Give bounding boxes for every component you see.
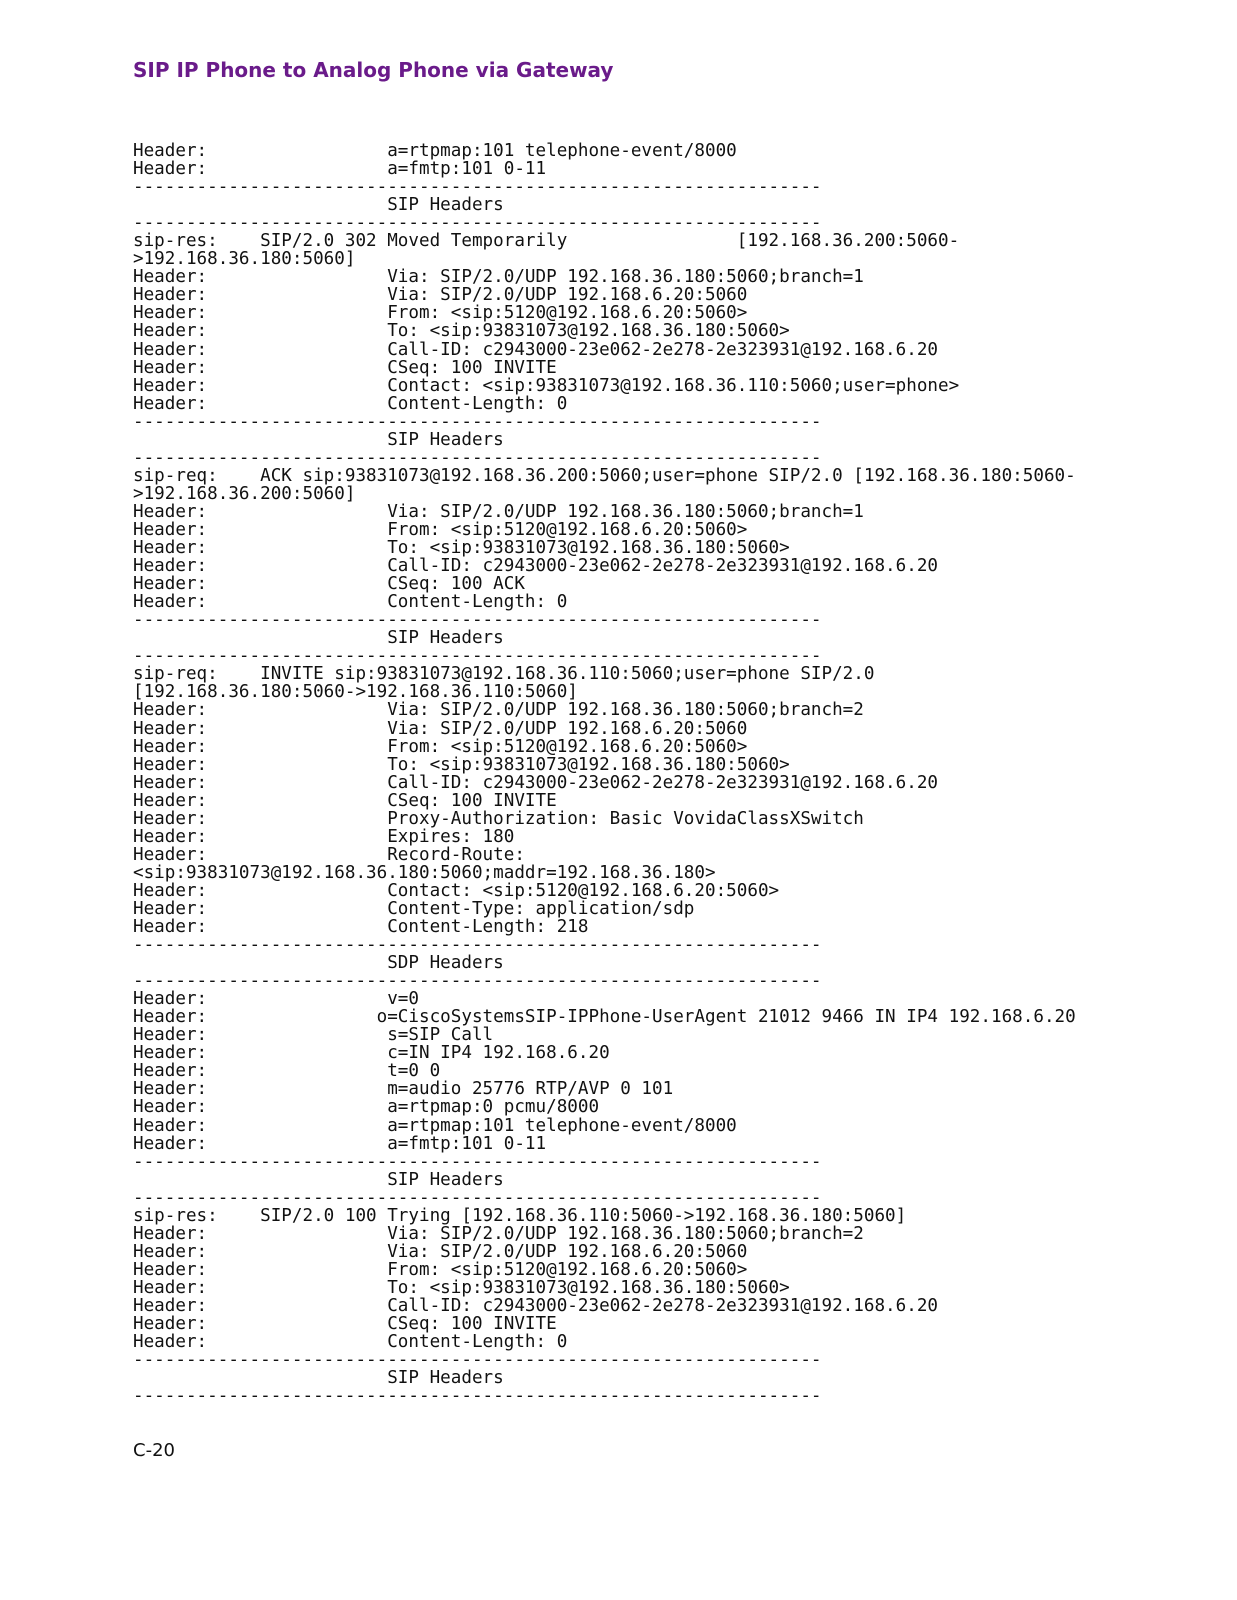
header-line: Header: Content-Length: 0 [133, 592, 568, 613]
header-line: Header: To: <sip:93831073@192.168.36.180:5060> [133, 1277, 790, 1298]
header-line: Header: From: <sip:5120@192.168.6.20:5060> [133, 519, 748, 540]
header-line: Header: From: <sip:5120@192.168.6.20:5060> [133, 303, 748, 324]
separator-line: ----------------------------------------------------------------- [133, 646, 822, 667]
header-line: Header: CSeq: 100 INVITE [133, 357, 557, 378]
header-line: Header: CSeq: 100 INVITE [133, 1314, 557, 1335]
separator-line: ----------------------------------------------------------------- [133, 213, 822, 234]
header-line: Header: Call-ID: c2943000-23e062-2e278-2e323931@192.168.6.20 [133, 556, 939, 577]
header-line: Header: Call-ID: c2943000-23e062-2e278-2e323931@192.168.6.20 [133, 772, 939, 793]
separator-line: ----------------------------------------------------------------- [133, 177, 822, 198]
header-line: Header: Contact: <sip:5120@192.168.6.20:5060> [133, 880, 780, 901]
sip-response-line: sip-res: SIP/2.0 100 Trying [192.168.36.110:5060->192.168.36.180:5060] [133, 1205, 907, 1226]
header-line: Header: To: <sip:93831073@192.168.36.180:5060> [133, 321, 790, 342]
header-line: Header: CSeq: 100 ACK [133, 574, 525, 595]
header-line: Header: Content-Length: 0 [133, 1332, 568, 1353]
trace-line: >192.168.36.180:5060] [133, 249, 356, 270]
header-line: Header: To: <sip:93831073@192.168.36.180:5060> [133, 754, 790, 775]
separator-line: ----------------------------------------------------------------- [133, 1350, 822, 1371]
header-line: Header: Contact: <sip:93831073@192.168.36.110:5060;user=phone> [133, 375, 960, 396]
header-line: Header: a=rtpmap:101 telephone-event/8000 [133, 141, 737, 161]
header-line: Header: Via: SIP/2.0/UDP 192.168.36.180:5060;branch=2 [133, 1223, 864, 1244]
section-heading: SIP Headers [133, 195, 504, 216]
separator-line: ----------------------------------------------------------------- [133, 447, 822, 468]
header-line: Header: To: <sip:93831073@192.168.36.180:5060> [133, 538, 790, 559]
header-line: Header: Via: SIP/2.0/UDP 192.168.6.20:5060 [133, 718, 748, 739]
section-heading: SIP Headers [133, 429, 504, 450]
header-line: Header: Via: SIP/2.0/UDP 192.168.36.180:5060;branch=1 [133, 267, 864, 288]
sip-request-line: sip-req: INVITE sip:93831073@192.168.36.110:5060;user=phone SIP/2.0 [133, 664, 875, 685]
separator-line: ----------------------------------------------------------------- [133, 411, 822, 432]
header-line: Header: c=IN IP4 192.168.6.20 [133, 1043, 610, 1064]
header-line: Header: a=fmtp:101 0-11 [133, 1133, 547, 1154]
header-line: Header: Expires: 180 [133, 826, 515, 847]
page-title: SIP IP Phone to Analog Phone via Gateway [133, 58, 614, 82]
trace-line: >192.168.36.200:5060] [133, 483, 356, 504]
header-line: Header: Via: SIP/2.0/UDP 192.168.36.180:5060;branch=1 [133, 501, 864, 522]
header-line: Header: From: <sip:5120@192.168.6.20:5060> [133, 1259, 748, 1280]
header-line: Header: a=rtpmap:101 telephone-event/8000 [133, 1115, 737, 1136]
header-line: Header: Via: SIP/2.0/UDP 192.168.6.20:5060 [133, 285, 748, 306]
header-line: Header: From: <sip:5120@192.168.6.20:5060> [133, 736, 748, 757]
section-heading: SIP Headers [133, 1169, 504, 1190]
section-heading: SDP Headers [133, 953, 504, 974]
header-line: Header: t=0 0 [133, 1061, 441, 1082]
header-line: Header: Call-ID: c2943000-23e062-2e278-2e323931@192.168.6.20 [133, 339, 939, 360]
sip-response-line: sip-res: SIP/2.0 302 Moved Temporarily [192.168.36.200:5060- [133, 231, 960, 252]
sip-request-line: sip-req: ACK sip:93831073@192.168.36.200:5060;user=phone SIP/2.0 [192.168.36.180:5060- [133, 465, 1076, 486]
section-heading: SIP Headers [133, 1368, 504, 1389]
header-line: Header: Call-ID: c2943000-23e062-2e278-2e323931@192.168.6.20 [133, 1296, 939, 1316]
separator-line: ----------------------------------------------------------------- [133, 1386, 822, 1407]
page-number: C-20 [133, 1440, 175, 1461]
header-line: Header: Content-Length: 218 [133, 917, 589, 938]
header-line: Header: m=audio 25776 RTP/AVP 0 101 [133, 1079, 674, 1100]
header-line: Header: s=SIP Call [133, 1025, 494, 1046]
separator-line: ----------------------------------------------------------------- [133, 610, 822, 631]
header-line: Header: Record-Route: [133, 844, 525, 865]
separator-line: ----------------------------------------------------------------- [133, 971, 822, 992]
trace-line: [192.168.36.180:5060->192.168.36.110:5060] [133, 682, 578, 703]
header-line: Header: Content-Type: application/sdp [133, 898, 695, 919]
separator-line: ----------------------------------------------------------------- [133, 935, 822, 956]
separator-line: ----------------------------------------------------------------- [133, 1187, 822, 1208]
section-heading: SIP Headers [133, 628, 504, 649]
header-line: Header: Via: SIP/2.0/UDP 192.168.6.20:5060 [133, 1241, 748, 1262]
header-line: Header: Via: SIP/2.0/UDP 192.168.36.180:5060;branch=2 [133, 700, 864, 721]
trace-line: <sip:93831073@192.168.36.180:5060;maddr=192.168.36.180> [133, 862, 716, 883]
header-line: Header: a=rtpmap:0 pcmu/8000 [133, 1097, 600, 1118]
separator-line: ----------------------------------------------------------------- [133, 1151, 822, 1172]
header-line: Header: o=CiscoSystemsSIP-IPPhone-UserAgent 21012 9466 IN IP4 192.168.6.20 [133, 1007, 1076, 1028]
header-line: Header: Proxy-Authorization: Basic VovidaClassXSwitch [133, 808, 864, 829]
header-line: Header: v=0 [133, 989, 419, 1010]
header-line: Header: a=fmtp:101 0-11 [133, 159, 547, 180]
header-line: Header: CSeq: 100 INVITE [133, 790, 557, 811]
header-line: Header: Content-Length: 0 [133, 393, 568, 414]
sip-trace-log [133, 142, 1076, 1405]
